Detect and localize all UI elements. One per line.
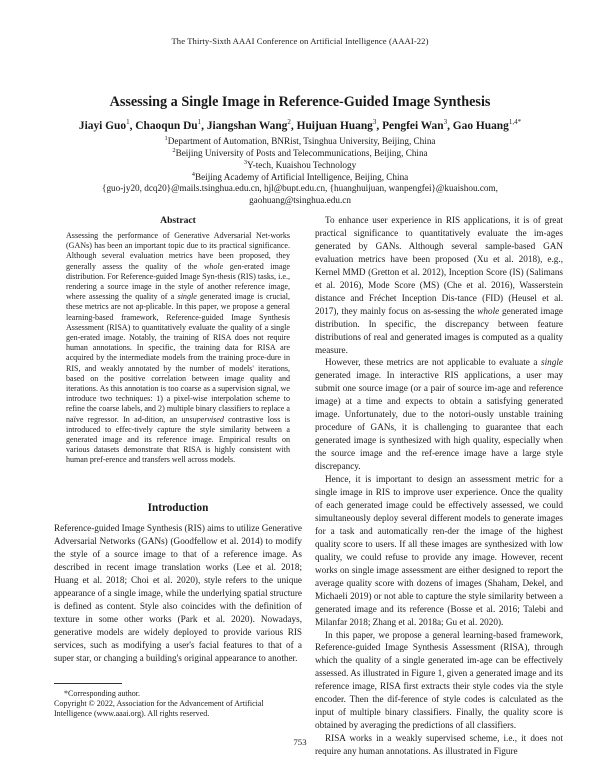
author: Huijuan Huang$^3$,: [296, 118, 383, 132]
author: Jiangshan Wang$^2$,: [206, 118, 297, 132]
affiliation: $^1$Department of Automation, BNRist, Tsinghua University, Beijing, China: [164, 135, 436, 147]
page-number: 753: [293, 737, 307, 747]
affiliation: $^3$Y-tech, Kuaishou Technology: [243, 159, 357, 171]
author: Jiayi Guo$^1$,: [78, 118, 136, 132]
author: Gao Huang$^{1,4*}$: [452, 118, 522, 132]
footnote-rule: [54, 683, 122, 684]
affiliation: $^2$Beijing University of Posts and Telecommunications, Beijing, China: [172, 147, 428, 159]
author-list: [0, 118, 600, 132]
introduction-text: Reference-guided Image Synthesis (RIS) aims to utilize Generative Adversarial Networks (GANs) (Goodfellow et al. 2014) to modify the style of a source image to that of a reference image. As described in recent image translation works (Lee et al. 2018; Huang et al. 2018; Choi et al. 2020), style refers to the unique appearance of a single image, while the underlying spatial structure is defined as content. Style also coincides with the definition of texture in some other works (Park et al. 2020). Nowadays, generative models are widely deployed to provide various RIS services, such as modifying a user's facial features to that of a super star, or changing a building's original appearance to another.: [54, 523, 302, 663]
right-column-text: To enhance user experience in RIS applications, it is of great practical significance to quantitatively evaluate the im-ages generated by GANs. Although several sample-based GAN evaluation metrics have been proposed (Xu et al. 2018), e.g., Kernel MMD (Gretton et al. 2012), Inception Score (IS) (Salimans et al. 2016), Mode Score (MS) (Che et al. 2016), Wasserstein distance and Fréchet Inception Dis-tance (FID) (Heusel et al. 2017), they mainly focus on as-sessing the whole generated image distribution. In specific, the discrepancy between feature distributions of real and generated images is computed as a quality measure. However, these metrics are not applicable to evaluate a single generated image. In interactive RIS applications, a user may submit one source image (or a pair of source im-age and reference image) at a time and expects to obtain a satisfying generated image. Unfortunately, due to the notori-ously unstable training procedure of GANs, it is challenging to guarantee that each generated image is synthesized with high quality, especially when the source image and the ref-erence image have a large style discrepancy. Hence, it is important to design an assessment metric for a single image in RIS to improve user experience. Once the quality of each generated image could be effectively assessed, we could simultaneously deploy several different models to generate images for a task and automatically ren-der the image of the highest quality score to users. If all these images are synthesized with low quality, we could refuse to provide any image. However, recent works on single image assessment are either designed to report the average quality score with dozens of images (Shaham, Dekel, and Michaeli 2019) or not able to capture the style similarity between a generated image and its reference (Bosse et al. 2016; Talebi and Milanfar 2018; Zhang et al. 2018a; Gu et al. 2020). In this paper, we propose a general learning-based framework, Reference-guided Image Synthesis Assessment (RISA), through which the quality of a single generated im-age can be effectively assessed. As illustrated in Figure 1, given a generated image and its reference image, RISA first extracts their style codes via the style encoder. Then the dif-ference of style codes is calculated as the input of multiple binary classifiers. Finally, the quality score is obtained by averaging the predictions of all classifiers. RISA works in a weakly supervised scheme, i.e., it does not require any human annotations. As illustrated in Figure: [315, 215, 563, 757]
author-emails: {guo-jy20, dcq20}@mails.tsinghua.edu.cn, hjl@bupt.edu.cn, {huanghuijuan, wanpengfei}@kuaishou.com,: [102, 183, 498, 193]
paper-title: Assessing a Single Image in Reference-Guided Image Synthesis: [109, 94, 491, 110]
abstract-heading: Abstract: [160, 215, 196, 226]
abstract-text: Assessing the performance of Generative Adversarial Net-works (GANs) has been an important topic due to its practical significance. Although several evaluation metrics have been proposed, they generally assess the quality of the whole gen-erated image distribution. For Reference-guided Image Syn-thesis (RIS) tasks, i.e., rendering a source image in the style of another reference image, where assessing the quality of a single generated image is crucial, these metrics are not ap-plicable. In this paper, we propose a general learning-based framework, Reference-guided Image Synthesis Assessment (RISA) to quantitatively evaluate the quality of a single gen-erated image. Notably, the training of RISA does not require human annotations. In specific, the training data for RISA are acquired by the intermediate models from the training proce-dure in RIS, and weakly annotated by the number of models' iterations, based on the positive correlation between image quality and iterations. As this annotation is too coarse as a supervision signal, we introduce two techniques: 1) a pixel-wise interpolation scheme to refine the coarse labels, and 2) multiple binary classifiers to replace a naïve regressor. In ad-dition, an unsupervised contrastive loss is introduced to effec-tively capture the style similarity between a generated image and its reference image. Empirical results on various datasets demonstrate that RISA is highly consistent with human pref-erence and transfers well across models.: [66, 231, 291, 465]
introduction-heading: Introduction: [147, 502, 209, 514]
author: Chaoqun Du$^1$,: [135, 118, 207, 132]
author: Pengfei Wan$^3$,: [382, 118, 453, 132]
footnote: *Corresponding author. Copyright © 2022, Association for the Advancement of Artificial Intelligence (www.aaai.org). All rights reserved.: [54, 689, 264, 719]
conference-header: The Thirty-Sixth AAAI Conference on Artificial Intelligence (AAAI-22): [171, 36, 429, 46]
author-emails: gaohuang@tsinghua.edu.cn: [249, 195, 351, 205]
affiliation: $^4$Beijing Academy of Artificial Intelligence, Beijing, China: [191, 171, 409, 183]
